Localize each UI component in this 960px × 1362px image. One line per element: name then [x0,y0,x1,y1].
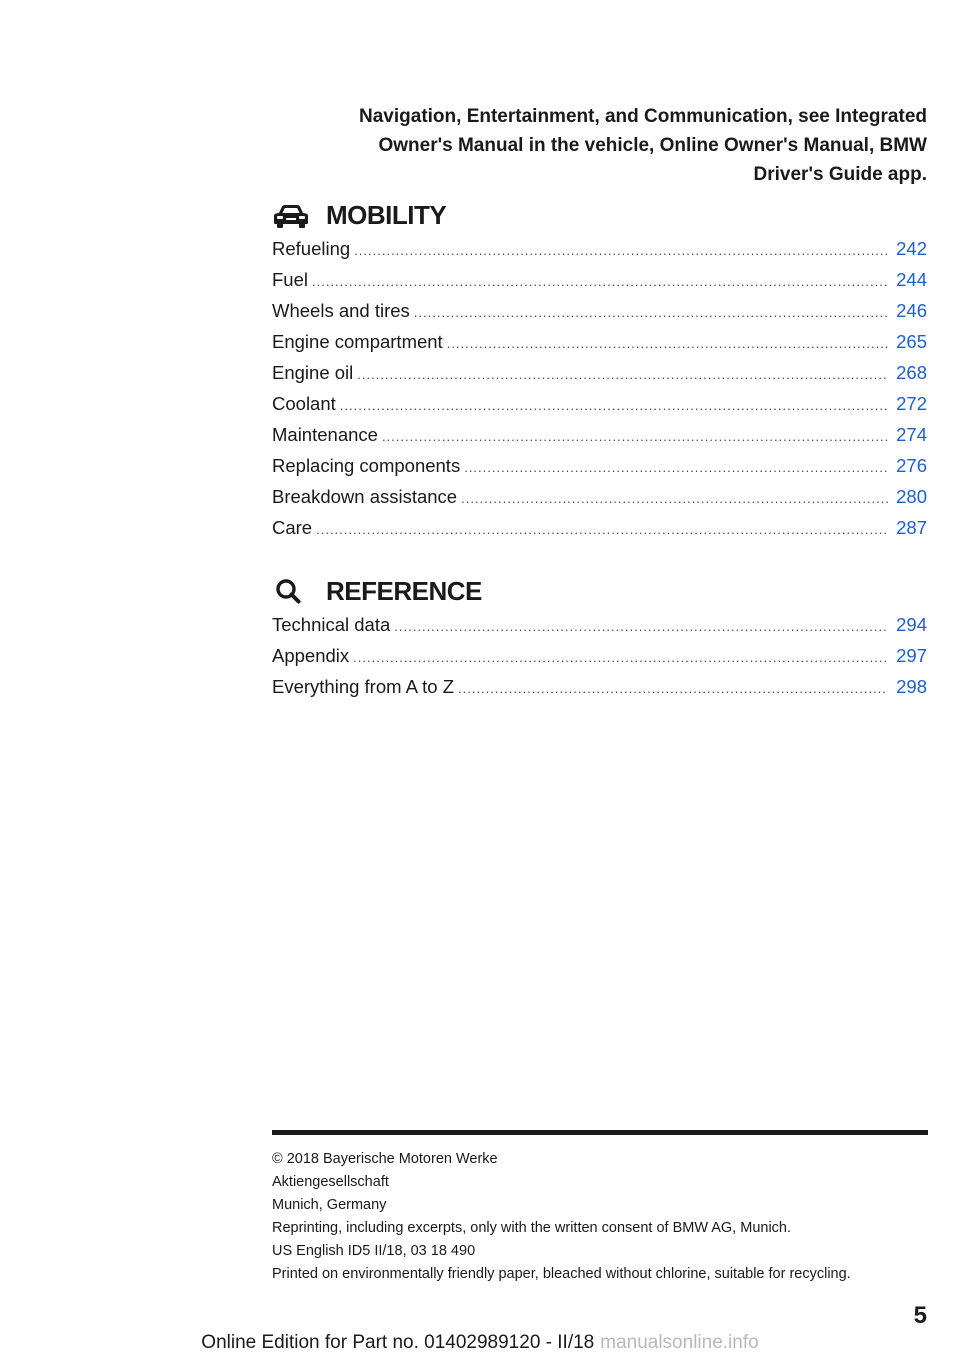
toc-entry-label[interactable]: Fuel [272,269,308,290]
toc-entry[interactable] [272,614,927,645]
toc-entry[interactable] [272,455,927,486]
toc-entry-label[interactable]: Replacing components [272,455,461,476]
toc-entry-label[interactable]: Maintenance [272,424,378,445]
toc-list-mobility [272,238,927,548]
toc-entry-label[interactable]: Care [272,517,313,538]
imprint-line: © 2018 Bayerische Motoren Werke [272,1151,498,1167]
toc-entry-label[interactable]: Everything from A to Z [272,676,454,697]
leader-dots [382,429,888,444]
imprint-line: Printed on environmentally friendly paper, bleached without chlorine, suitable for recycling. [272,1266,851,1282]
section-title: REFERENCE [326,576,482,606]
leader-dots [394,619,888,634]
toc-page-link[interactable]: 265 [896,331,927,352]
toc-page-link[interactable]: 287 [896,517,927,538]
leader-dots [312,274,888,289]
toc-entry[interactable] [272,269,927,300]
toc-entry[interactable] [272,645,927,676]
toc-page-link[interactable]: 280 [896,486,927,507]
toc-page-link[interactable]: 272 [896,393,927,414]
toc-entry-label[interactable]: Breakdown assistance [272,486,458,507]
watermark: manualsonline.info [600,1332,759,1353]
toc-page-link[interactable]: 274 [896,424,927,445]
toc-page-link[interactable]: 276 [896,455,927,476]
imprint-line: US English ID5 II/18, 03 18 490 [272,1243,476,1259]
navigation-note [287,102,927,189]
search-icon [272,577,316,607]
leader-dots [414,305,888,320]
edition-text: Online Edition for Part no. 01402989120 - II/18 [201,1332,595,1353]
toc-entry[interactable] [272,362,927,393]
navigation-note-line: Driver's Guide app. [753,164,927,185]
footer-divider [272,1130,928,1135]
leader-dots [464,460,888,475]
toc-entry-label[interactable]: Refueling [272,238,351,259]
toc-page-link[interactable]: 268 [896,362,927,383]
leader-dots [316,522,888,537]
edition-footer [201,1332,758,1354]
leader-dots [357,367,888,382]
leader-dots [461,491,888,506]
leader-dots [458,681,888,696]
toc-entry[interactable] [272,676,927,707]
leader-dots [354,243,888,258]
toc-entry[interactable] [272,424,927,455]
leader-dots [340,398,888,413]
navigation-note-line: Navigation, Entertainment, and Communication, see Integrated [359,106,927,127]
navigation-note-line: Owner's Manual in the vehicle, Online Owner's Manual, BMW [378,135,927,156]
toc-entry[interactable] [272,517,927,548]
toc-page-link[interactable]: 298 [896,676,927,697]
toc-entry-label[interactable]: Technical data [272,614,391,635]
toc-entry[interactable] [272,238,927,269]
toc-page-link[interactable]: 244 [896,269,927,290]
toc-entry[interactable] [272,300,927,331]
section-header-mobility [272,200,446,231]
section-title: MOBILITY [326,200,447,230]
leader-dots [447,336,888,351]
toc-entry-label[interactable]: Coolant [272,393,336,414]
page-number: 5 [913,1302,927,1329]
toc-entry-label[interactable]: Engine oil [272,362,354,383]
toc-entry[interactable] [272,486,927,517]
toc-entry[interactable] [272,393,927,424]
toc-entry-label[interactable]: Appendix [272,645,350,666]
imprint-line: Reprinting, including excerpts, only with the written consent of BMW AG, Munich. [272,1220,792,1236]
leader-dots [353,650,888,665]
toc-entry[interactable] [272,331,927,362]
imprint-line: Munich, Germany [272,1197,387,1213]
toc-page-link[interactable]: 246 [896,300,927,321]
toc-page-link[interactable]: 294 [896,614,927,635]
section-header-reference [272,576,482,607]
imprint [272,1148,932,1286]
imprint-line: Aktiengesellschaft [272,1174,389,1190]
car-icon [272,201,316,231]
toc-entry-label[interactable]: Wheels and tires [272,300,410,321]
toc-entry-label[interactable]: Engine compartment [272,331,443,352]
toc-page-link[interactable]: 242 [896,238,927,259]
toc-list-reference [272,614,927,707]
toc-page-link[interactable]: 297 [896,645,927,666]
